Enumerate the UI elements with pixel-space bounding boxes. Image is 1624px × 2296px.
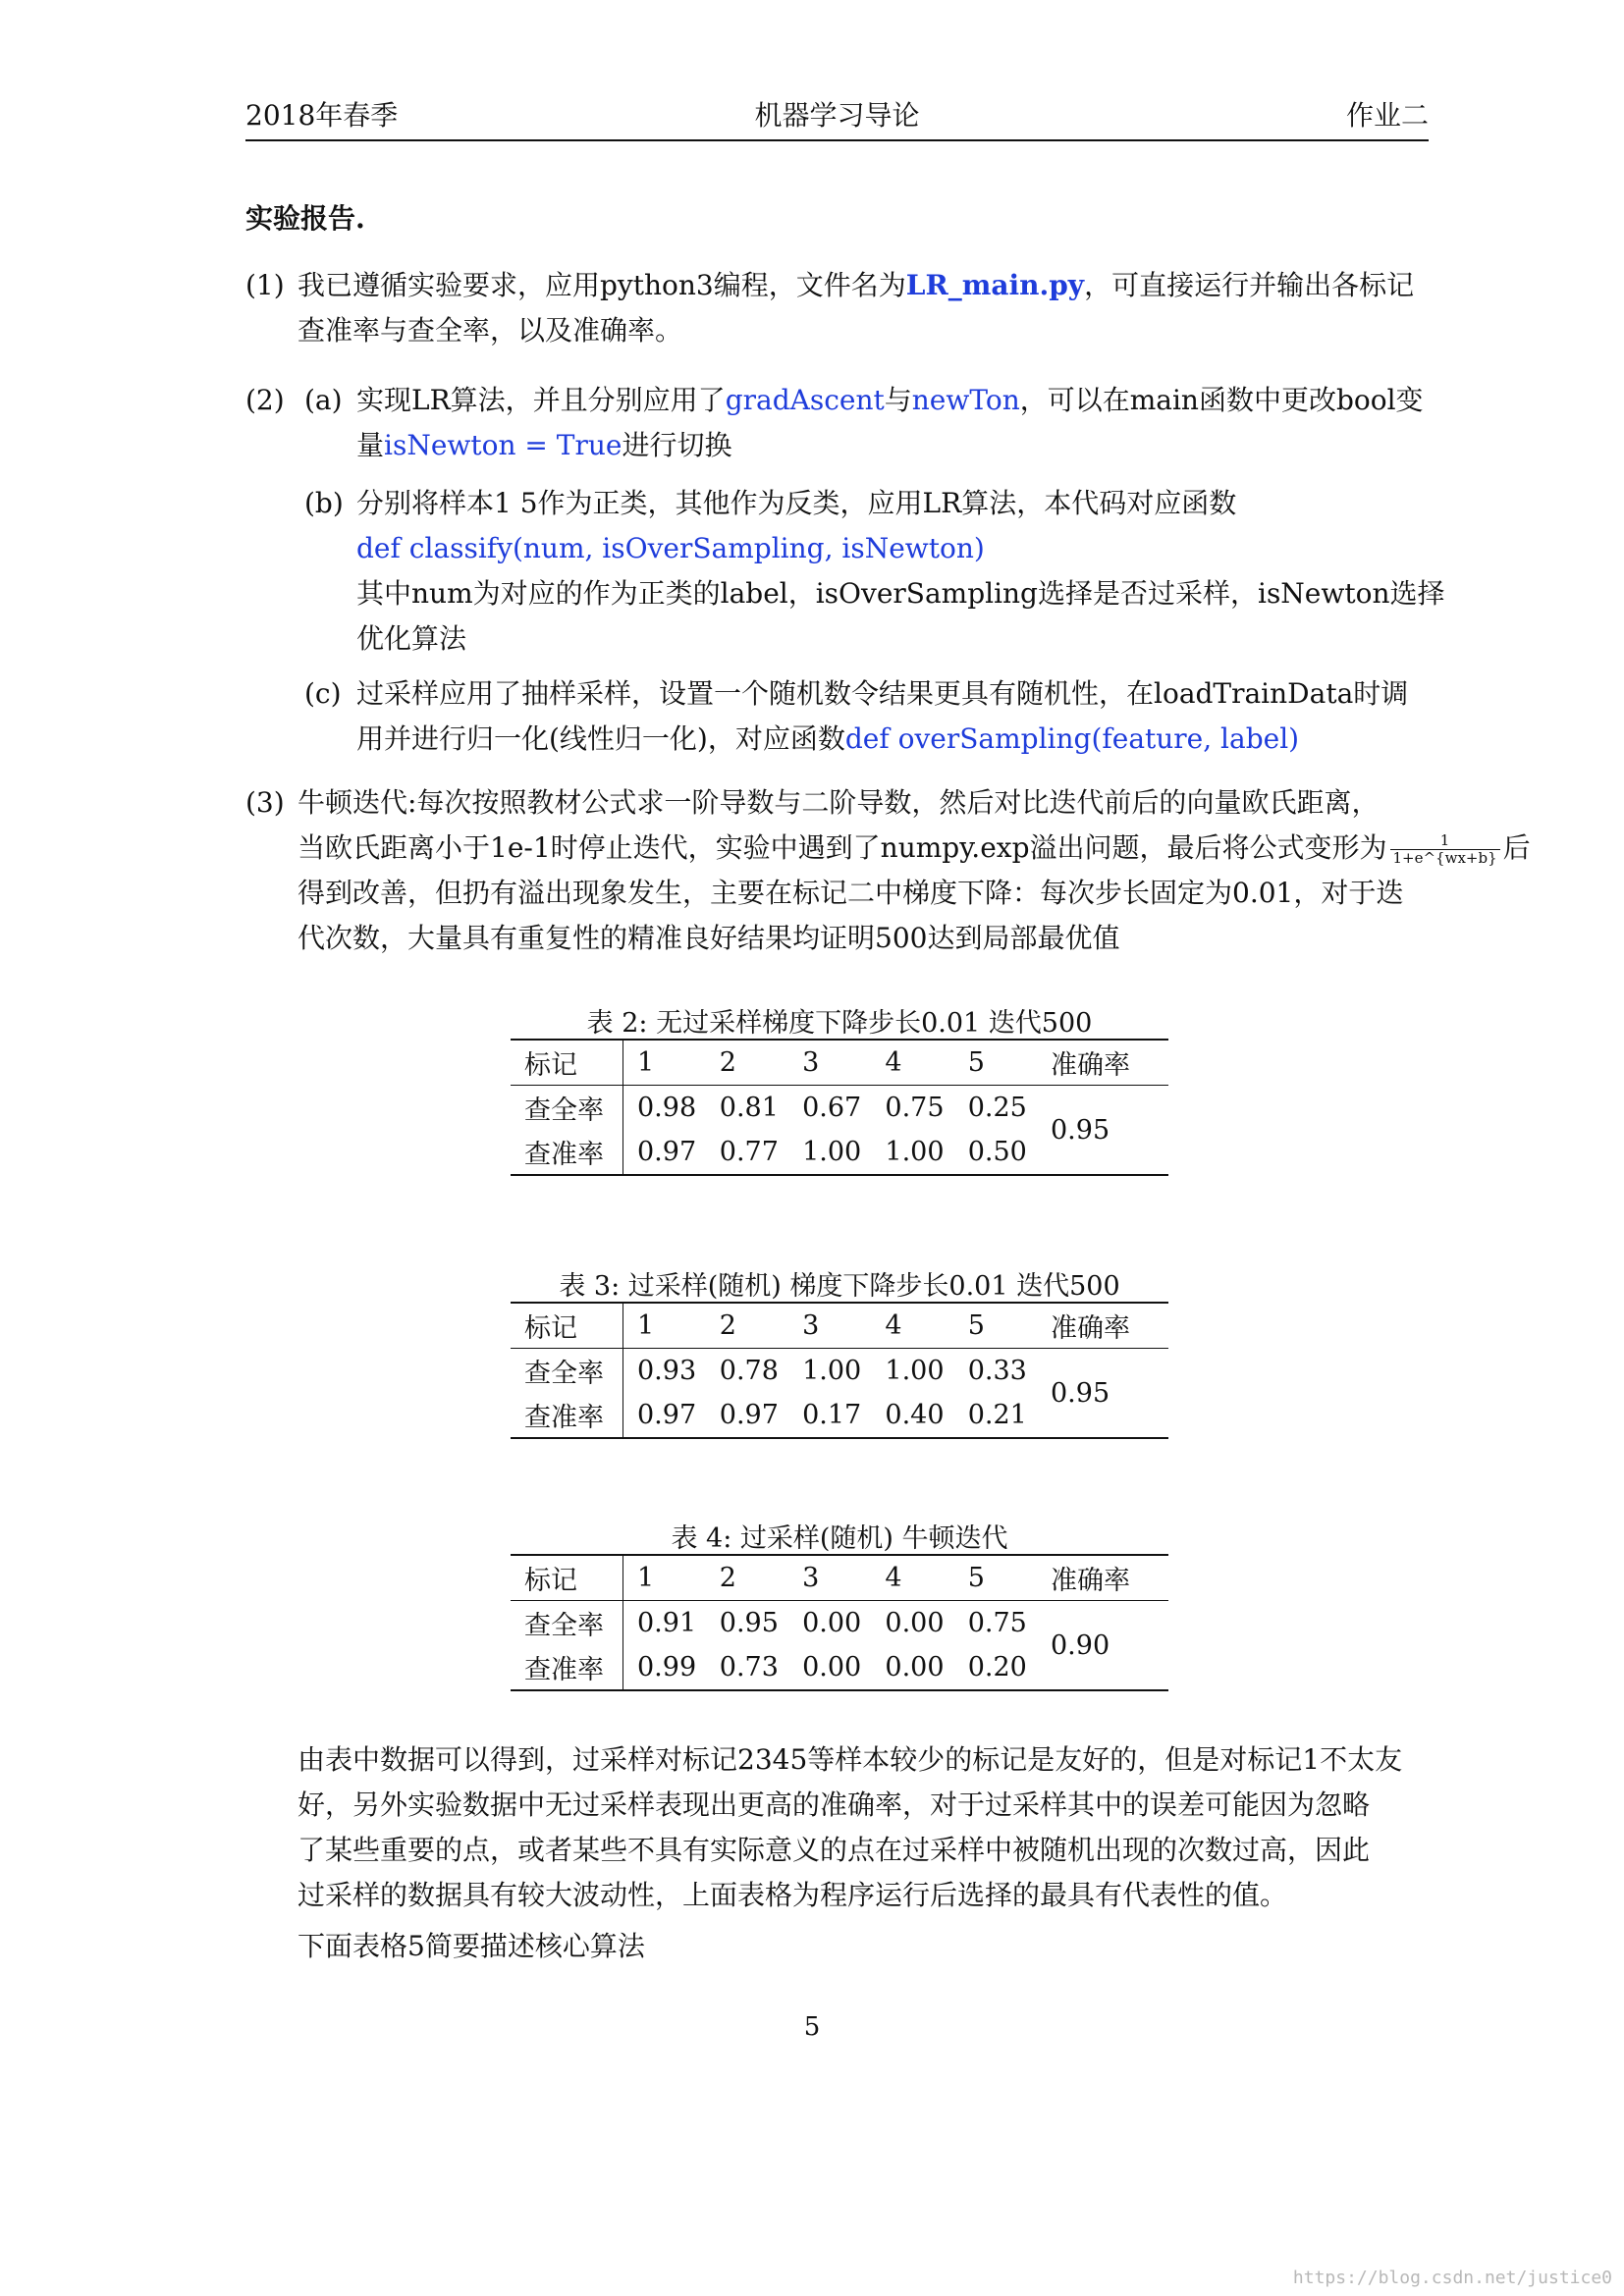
item-2-number: (2)	[245, 384, 285, 416]
item-3-line-4: 代次数，大量具有重复性的精准良好结果均证明500达到局部最优值	[298, 922, 1120, 954]
table-cell: 1.00	[871, 1349, 953, 1394]
item-2c-line-1: 过采样应用了抽样采样，设置一个随机数令结果更具有随机性，在loadTrainData时调	[356, 677, 1409, 710]
table-cell: 0.00	[788, 1601, 871, 1646]
table-header-cell: 5	[954, 1555, 1037, 1601]
table-header-cell: 1	[623, 1555, 706, 1601]
table-4-caption: 表 4: 过采样(随机) 牛顿迭代	[671, 1523, 1008, 1554]
item-3-line-2: 当欧氏距离小于1e-1时停止迭代，实验中遇到了numpy.exp溢出问题，最后将公式变形为 $\frac{1}{1+e\^{}\{wx+b\}}$ 后	[298, 831, 1531, 867]
table-cell: 0.77	[706, 1130, 788, 1175]
table-header-cell: 准确率	[1037, 1303, 1168, 1349]
conclusion-line-2: 好，另外实验数据中无过采样表现出更高的准确率，对于过采样其中的误差可能因为忽略	[298, 1789, 1371, 1821]
table-2-caption: 表 2: 无过采样梯度下降步长0.01 迭代500	[586, 1008, 1093, 1039]
accuracy-cell: 0.95	[1037, 1349, 1168, 1439]
code-isnewton: isNewton = True	[384, 429, 623, 461]
table-header-cell: 4	[871, 1555, 953, 1601]
item-3-number: (3)	[245, 786, 285, 819]
sigmoid-fraction: $\frac{1}{1+e\^{}\{wx+b\}}$	[1390, 832, 1500, 867]
table-cell: 0.73	[706, 1645, 788, 1690]
table-header-cell: 3	[788, 1303, 871, 1349]
table-cell: 0.93	[623, 1349, 706, 1394]
table-header-cell: 3	[788, 1555, 871, 1601]
item-2c-line-2: 用并进行归一化(线性归一化)，对应函数def overSampling(feature, label)	[356, 722, 1300, 755]
item-2b-label: (b)	[304, 487, 344, 519]
table-header-cell: 标记	[511, 1040, 623, 1086]
section-heading: 实验报告.	[245, 202, 365, 235]
row-label: 查准率	[511, 1130, 623, 1175]
row-label: 查全率	[511, 1086, 623, 1131]
table-3	[511, 1302, 1168, 1439]
item-2b-line-4: 优化算法	[356, 622, 467, 655]
row-label: 查全率	[511, 1349, 623, 1394]
table-cell: 0.50	[954, 1130, 1037, 1175]
table-3-caption: 表 3: 过采样(随机) 梯度下降步长0.01 迭代500	[559, 1271, 1120, 1302]
item-1-line-2: 查准率与查全率，以及准确率。	[298, 314, 683, 347]
item-1-line-1: 我已遵循实验要求，应用python3编程，文件名为LR_main.py，可直接运行并输出各标记	[298, 269, 1415, 301]
table-cell: 0.97	[623, 1130, 706, 1175]
table-cell: 0.97	[706, 1393, 788, 1438]
table-cell: 0.67	[788, 1086, 871, 1131]
table-cell: 0.21	[954, 1393, 1037, 1438]
note-line: 下面表格5简要描述核心算法	[298, 1930, 645, 1962]
table-cell: 0.81	[706, 1086, 788, 1131]
func-gradascent: gradAscent	[725, 384, 885, 416]
table-header-cell: 2	[706, 1555, 788, 1601]
table-header-cell: 5	[954, 1040, 1037, 1086]
table-header-cell: 4	[871, 1040, 953, 1086]
table-header-cell: 标记	[511, 1555, 623, 1601]
table-header-cell: 3	[788, 1040, 871, 1086]
table-cell: 1.00	[871, 1130, 953, 1175]
table-cell: 0.33	[954, 1349, 1037, 1394]
table-cell: 1.00	[788, 1349, 871, 1394]
header-course-title: 机器学习导论	[754, 99, 920, 132]
header-semester: 2018年春季	[245, 99, 399, 132]
table-cell: 0.75	[954, 1601, 1037, 1646]
table-cell: 0.00	[871, 1645, 953, 1690]
table-cell: 0.78	[706, 1349, 788, 1394]
func-newton: newTon	[911, 384, 1020, 416]
accuracy-cell: 0.95	[1037, 1086, 1168, 1176]
table-header-cell: 标记	[511, 1303, 623, 1349]
code-oversampling-signature: def overSampling(feature, label)	[844, 722, 1300, 755]
accuracy-cell: 0.90	[1037, 1601, 1168, 1691]
item-2a-line-1: 实现LR算法，并且分别应用了gradAscent与newTon，可以在main函数中更改bool变	[356, 384, 1424, 416]
table-row	[511, 1349, 1168, 1394]
table-cell: 0.95	[706, 1601, 788, 1646]
header-rule	[245, 139, 1429, 141]
table-header-cell: 2	[706, 1040, 788, 1086]
table-cell: 0.91	[623, 1601, 706, 1646]
table-header-cell: 准确率	[1037, 1555, 1168, 1601]
filename-link[interactable]: LR_main.py	[905, 269, 1085, 301]
row-label: 查准率	[511, 1645, 623, 1690]
table-cell: 0.17	[788, 1393, 871, 1438]
table-cell: 0.00	[788, 1645, 871, 1690]
page-number: 5	[803, 2012, 821, 2042]
running-header	[245, 94, 1429, 133]
table-header-cell: 准确率	[1037, 1040, 1168, 1086]
table-header-cell: 2	[706, 1303, 788, 1349]
conclusion-line-4: 过采样的数据具有较大波动性，上面表格为程序运行后选择的最具有代表性的值。	[298, 1879, 1288, 1911]
item-2b-line-3: 其中num为对应的作为正类的label，isOverSampling选择是否过采样，isNewton选择	[356, 577, 1445, 610]
row-label: 查全率	[511, 1601, 623, 1646]
watermark: https://blog.csdn.net/justice0	[1292, 2268, 1612, 2288]
table-header-cell: 5	[954, 1303, 1037, 1349]
conclusion-line-1: 由表中数据可以得到，过采样对标记2345等样本较少的标记是友好的，但是对标记1不太友	[298, 1743, 1403, 1776]
table-header-cell: 1	[623, 1040, 706, 1086]
item-2a-line-2: 量isNewton = True进行切换	[356, 429, 732, 461]
table-cell: 0.25	[954, 1086, 1037, 1131]
table-cell: 0.99	[623, 1645, 706, 1690]
table-cell: 0.98	[623, 1086, 706, 1131]
table-cell: 0.00	[871, 1601, 953, 1646]
table-cell: 0.20	[954, 1645, 1037, 1690]
table-cell: 0.97	[623, 1393, 706, 1438]
code-classify-signature: def classify(num, isOverSampling, isNewton)	[356, 532, 985, 564]
item-2a-label: (a)	[304, 384, 343, 416]
table-header-cell: 4	[871, 1303, 953, 1349]
table-4	[511, 1554, 1168, 1691]
item-3-line-1: 牛顿迭代:每次按照教材公式求一阶导数与二阶导数，然后对比迭代前后的向量欧氏距离，	[298, 786, 1380, 819]
table-row	[511, 1086, 1168, 1131]
table-cell: 0.75	[871, 1086, 953, 1131]
table-header-cell: 1	[623, 1303, 706, 1349]
row-label: 查准率	[511, 1393, 623, 1438]
table-cell: 1.00	[788, 1130, 871, 1175]
item-2b-line-1: 分别将样本1 5作为正类，其他作为反类，应用LR算法，本代码对应函数	[356, 487, 1237, 519]
item-1-number: (1)	[245, 269, 285, 301]
table-cell: 0.40	[871, 1393, 953, 1438]
header-assignment: 作业二	[1345, 99, 1429, 132]
item-2c-label: (c)	[304, 677, 342, 710]
conclusion-line-3: 了某些重要的点，或者某些不具有实际意义的点在过采样中被随机出现的次数过高，因此	[298, 1834, 1371, 1866]
table-row	[511, 1601, 1168, 1646]
item-3-line-3: 得到改善，但扔有溢出现象发生，主要在标记二中梯度下降：每次步长固定为0.01，对于迭	[298, 877, 1404, 909]
table-2	[511, 1039, 1168, 1176]
